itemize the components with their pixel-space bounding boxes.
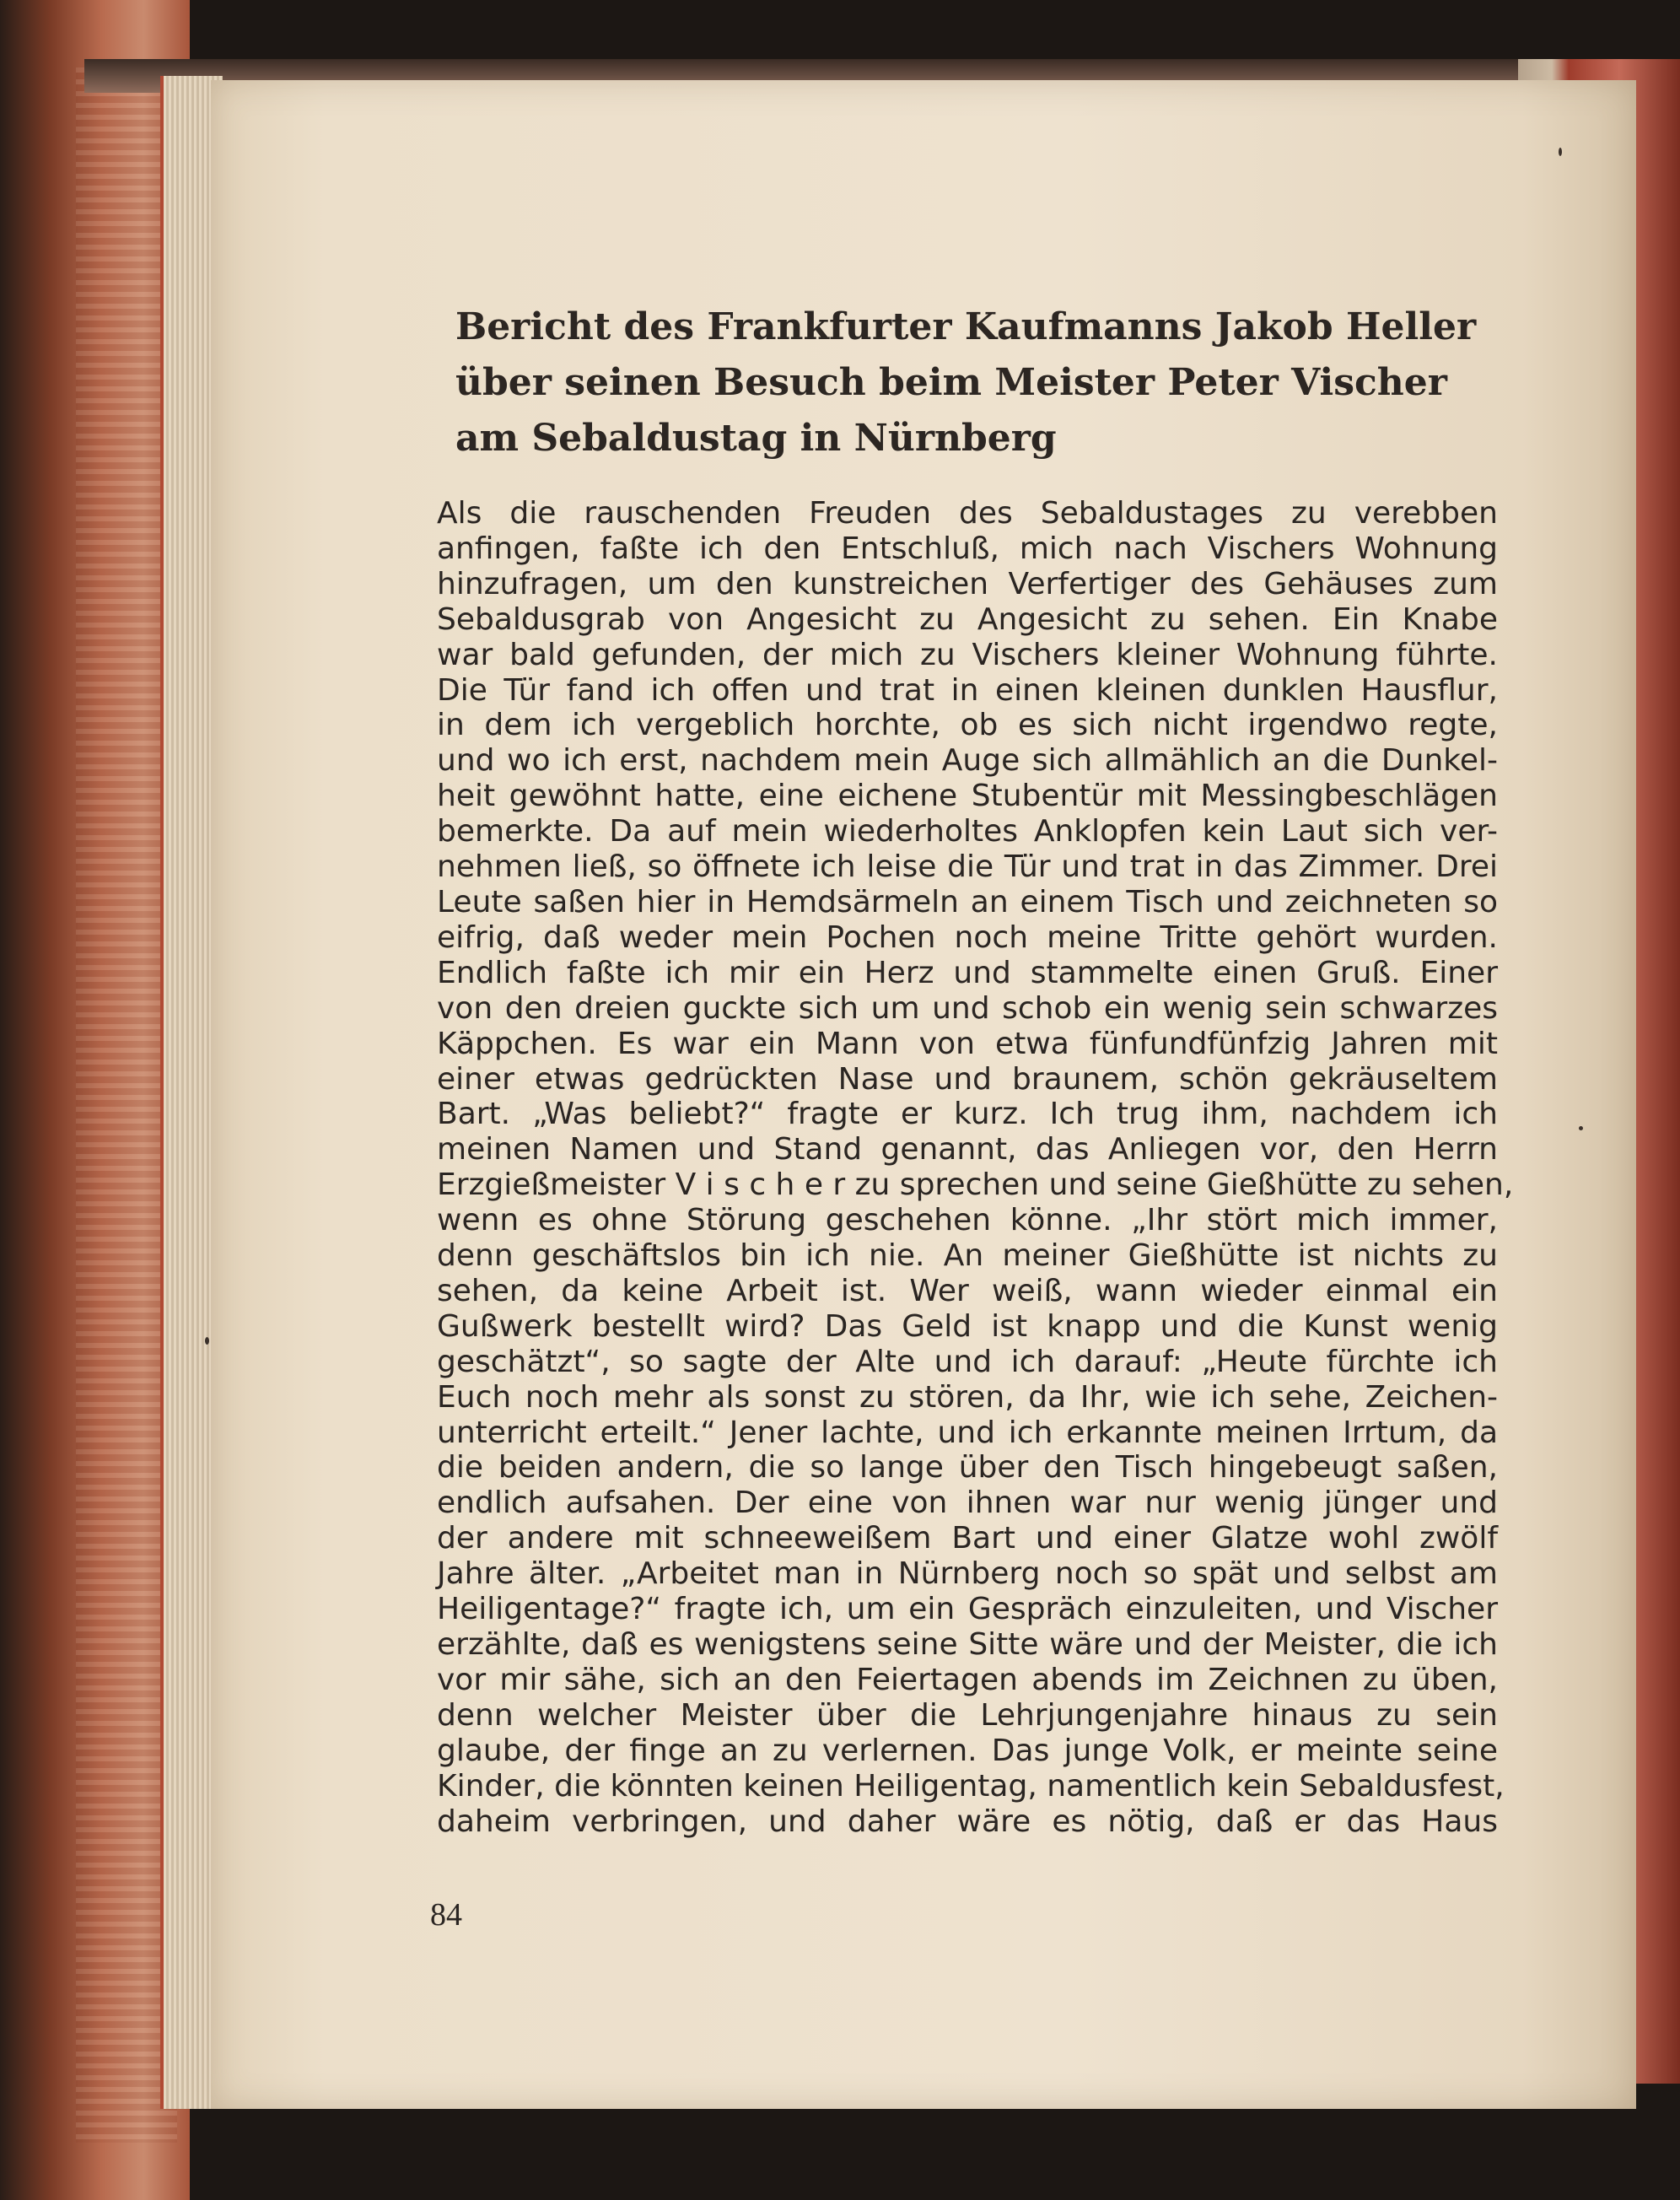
chapter-title [455,299,1477,466]
text-line: einer etwas gedrückten Nase und braunem, schön gekräuseltem [437,1061,1498,1097]
text-line: in dem ich vergeblich horchte, ob es sich nicht irgendwo regte, [437,708,1498,743]
title-line: über seinen Besuch beim Meister Peter Vischer [455,361,1447,404]
text-line: denn welcher Meister über die Lehrjungenjahre hinaus zu sein [437,1697,1498,1733]
text-line: war bald gefunden, der mich zu Vischers kleiner Wohnung führte. [437,637,1498,672]
text-line: von den dreien guckte sich um und schob ein wenig sein schwarzes [437,990,1498,1026]
text-line: unterricht erteilt.“ Jener lachte, und ich erkannte meinen Irrtum, da [437,1415,1498,1450]
text-line: Heiligentage?“ fragte ich, um ein Gespräch einzuleiten, und Vischer [437,1592,1498,1627]
text-line: der andere mit schneeweißem Bart und einer Glatze wohl zwölf [437,1521,1498,1556]
text-line: vor mir sähe, sich an den Feiertagen abends im Zeichnen zu üben, [437,1662,1498,1697]
text-line: bemerkte. Da auf mein wiederholtes Anklopfen kein Laut sich ver- [437,814,1498,849]
text-line: nehmen ließ, so öffnete ich leise die Tür und trat in das Zimmer. Drei [437,849,1498,885]
text-line: Käppchen. Es war ein Mann von etwa fünfundfünfzig Jahren mit [437,1026,1498,1061]
paper-speck [205,1337,209,1345]
text-line: die beiden andern, die so lange über den Tisch hingebeugt saßen, [437,1450,1498,1486]
page-number: 84 [430,1897,462,1933]
text-line: Als die rauschenden Freuden des Sebaldustages zu verebben [437,496,1498,531]
text-line: daheim verbringen, und daher wäre es nötig, daß er das Haus [437,1804,1498,1839]
text-line: wenn es ohne Störung geschehen könne. „Ihr stört mich immer, [437,1203,1498,1238]
title-line: am Sebaldustag in Nürnberg [455,417,1057,460]
text-line: glaube, der finge an zu verlernen. Das junge Volk, er meinte seine [437,1733,1498,1768]
paper-speck [1579,1126,1583,1130]
text-line: eifrig, daß weder mein Pochen noch meine Tritte gehört wurden. [437,919,1498,955]
text-line: Jahre älter. „Arbeitet man in Nürnberg noch so spät und selbst am [437,1556,1498,1592]
text-line: Bart. „Was beliebt?“ fragte er kurz. Ich trug ihm, nachdem ich [437,1097,1498,1132]
text-line: sehen, da keine Arbeit ist. Wer weiß, wann wieder einmal ein [437,1273,1498,1308]
text-line: Gußwerk bestellt wird? Das Geld ist knapp und die Kunst wenig [437,1308,1498,1344]
text-line: Euch noch mehr als sonst zu stören, da Ihr, wie ich sehe, Zeichen- [437,1379,1498,1415]
text-line: geschätzt“, so sagte der Alte und ich darauf: „Heute fürchte ich [437,1344,1498,1379]
text-line: heit gewöhnt hatte, eine eichene Stubentür mit Messingbeschlägen [437,779,1498,814]
text-line: hinzufragen, um den kunstreichen Verfertiger des Gehäuses zum [437,566,1498,601]
text-line: denn geschäftslos bin ich nie. An meiner Gießhütte ist nichts zu [437,1238,1498,1274]
text-line: endlich aufsahen. Der eine von ihnen war nur wenig jünger und [437,1486,1498,1521]
paper-speck [1559,148,1562,156]
text-line: anfingen, faßte ich den Entschluß, mich nach Vischers Wohnung [437,531,1498,566]
text-line: Erzgießmeister V i s c h e r zu sprechen und seine Gießhütte zu sehen, [437,1167,1514,1203]
text-line: erzählte, daß es wenigstens seine Sitte wäre und der Meister, die ich [437,1627,1498,1662]
text-line: Kinder, die könnten keinen Heiligentag, namentlich kein Sebaldusfest, [437,1768,1505,1804]
text-line: Die Tür fand ich offen und trat in einen kleinen dunklen Hausflur, [437,672,1498,708]
text-line: Endlich faßte ich mir ein Herz und stammelte einen Gruß. Einer [437,955,1498,990]
text-line: meinen Namen und Stand genannt, das Anliegen vor, den Herrn [437,1132,1498,1167]
text-line: und wo ich erst, nachdem mein Auge sich allmählich an die Dunkel- [437,743,1498,779]
text-line: Leute saßen hier in Hemdsärmeln an einem Tisch und zeichneten so [437,884,1498,919]
text-line: Sebaldusgrab von Angesicht zu Angesicht zu sehen. Ein Knabe [437,601,1498,637]
body-paragraph [437,496,1514,1839]
title-line: Bericht des Frankfurter Kaufmanns Jakob Heller [455,305,1477,348]
